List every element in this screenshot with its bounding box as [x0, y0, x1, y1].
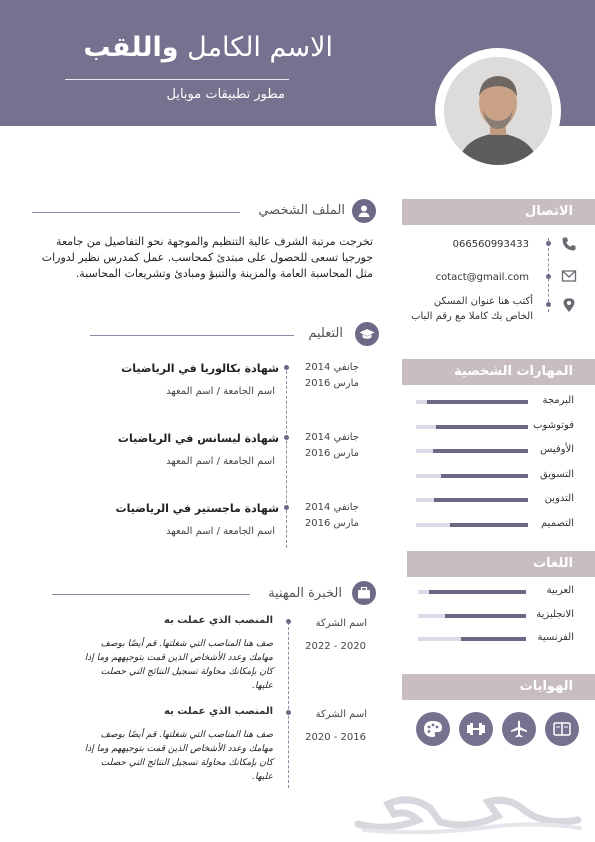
- person-portrait-icon: [444, 57, 552, 165]
- timeline-dot: [284, 365, 289, 370]
- job-title: مطور تطبيقات موبايل: [166, 87, 285, 102]
- experience-description: صف هنا المناصب التي شغلتها. قم أيضًا بوصف مهامك وعدد الأشخاص الذين قمت بتوجيههم وما إذا كان بإمكانك محاولة تسجيل النتائج التي حصلت عليها.: [84, 639, 273, 691]
- reading-icon: [545, 712, 579, 746]
- travel-icon: [502, 712, 536, 746]
- hobbies-heading: الهوايات: [402, 674, 595, 700]
- contact-heading: الاتصال: [402, 199, 595, 225]
- education-end-date: مارس 2016: [304, 448, 359, 459]
- education-institution: اسم الجامعة / اسم المعهد: [166, 386, 275, 397]
- education-start-date: جانفي 2014: [304, 502, 359, 513]
- fitness-icon: [459, 712, 493, 746]
- skill-label: الأوفيس: [540, 444, 574, 455]
- full-name: الاسم الكامل واللقب: [83, 32, 333, 63]
- experience-company: اسم الشركة: [315, 709, 367, 720]
- language-bar-fill: [445, 614, 526, 618]
- experience-section-rule: [52, 594, 250, 595]
- experience-period: 2016 - 2020: [305, 732, 366, 743]
- education-timeline: [286, 366, 287, 548]
- education-start-date: جانفي 2014: [304, 432, 359, 443]
- experience-description: صف هنا المناصب التي شغلتها. قم أيضًا بوصف مهامك وعدد الأشخاص الذين قمت بتوجيههم وما إذا كان بإمكانك محاولة تسجيل النتائج التي حصلت عليها.: [84, 730, 273, 782]
- email-icon: [561, 268, 577, 284]
- name-divider: [65, 79, 289, 80]
- timeline-dot: [286, 619, 291, 624]
- language-label: العربية: [546, 585, 574, 596]
- skill-bar-fill: [450, 523, 528, 527]
- skill-bar-fill: [441, 474, 528, 478]
- profile-section-icon: [352, 199, 376, 223]
- address: [411, 294, 533, 324]
- education-section-title: التعليم: [308, 326, 343, 341]
- profile-summary: تخرجت مرتبة الشرف عالية التنظيم والموجهة نحو التفاصيل من جامعة جورجيا تسعى للحصول على مبتدئ كمحاسب. عمل كمدرس نظير لدورات مثل المحاسبة العامة والمزينة والتنبؤ ومبادئ وتشريعات المحاسبة.: [41, 235, 373, 280]
- education-degree: شهادة ليسانس في الرياضيات: [117, 432, 279, 445]
- language-bar-track: [418, 637, 526, 641]
- skill-bar-track: [416, 498, 528, 502]
- education-end-date: مارس 2016: [304, 518, 359, 529]
- timeline-dot: [284, 435, 289, 440]
- language-bar-fill: [429, 590, 526, 594]
- education-institution: اسم الجامعة / اسم المعهد: [166, 456, 275, 467]
- education-institution: اسم الجامعة / اسم المعهد: [166, 526, 275, 537]
- language-bar-track: [418, 590, 526, 594]
- experience-section-title: الخبرة المهنية: [268, 586, 342, 601]
- watermark-logo: [348, 786, 588, 836]
- skill-label: البرمجة: [542, 395, 574, 406]
- education-degree: شهادة بكالوريا في الرياضيات: [121, 362, 279, 375]
- profile-section-title: الملف الشخصي: [258, 203, 345, 218]
- timeline-dot: [546, 274, 551, 279]
- experience-position: المنصب الذي عملت به: [164, 615, 273, 626]
- skill-bar-track: [416, 523, 528, 527]
- profile-section-rule: [32, 212, 240, 213]
- experience-company: اسم الشركة: [315, 618, 367, 629]
- skill-bar-fill: [434, 498, 528, 502]
- experience-position: المنصب الذي عملت به: [164, 706, 273, 717]
- education-start-date: جانفي 2014: [304, 362, 359, 373]
- skill-bar-track: [416, 449, 528, 453]
- education-degree: شهادة ماجستير في الرياضيات: [115, 502, 279, 515]
- art-palette-icon: [416, 712, 450, 746]
- skill-bar-track: [416, 425, 528, 429]
- experience-period: 2020 - 2022: [305, 641, 366, 652]
- skill-label: التسويق: [539, 468, 574, 480]
- skills-heading: المهارات الشخصية: [402, 359, 595, 385]
- skill-label: فوتوشوب: [533, 419, 574, 431]
- education-section-rule: [90, 335, 294, 336]
- timeline-dot: [546, 302, 551, 307]
- skill-label: التدوين: [544, 493, 574, 504]
- skill-bar-fill: [436, 425, 528, 429]
- location-pin-icon: [561, 297, 577, 313]
- skill-bar-fill: [433, 449, 528, 453]
- timeline-dot: [546, 241, 551, 246]
- languages-heading: اللغات: [407, 551, 595, 577]
- email-address[interactable]: cotact@gmail.com: [435, 272, 529, 283]
- timeline-dot: [284, 505, 289, 510]
- profile-photo: [444, 57, 552, 165]
- briefcase-icon: [352, 581, 376, 605]
- skill-bar-track: [416, 474, 528, 478]
- language-bar-track: [418, 614, 526, 618]
- skill-bar-fill: [427, 400, 528, 404]
- language-label: الانجليزية: [536, 608, 574, 620]
- graduation-cap-icon: [355, 322, 379, 346]
- language-label: الفرنسية: [537, 632, 574, 643]
- phone-number[interactable]: 066560993433: [452, 239, 529, 250]
- language-bar-fill: [461, 637, 526, 641]
- timeline-dot: [286, 710, 291, 715]
- education-end-date: مارس 2016: [304, 378, 359, 389]
- skill-label: التصميم: [541, 517, 574, 529]
- experience-timeline: [288, 622, 289, 788]
- skill-bar-track: [416, 400, 528, 404]
- phone-icon: [561, 236, 577, 252]
- address-line-2: الخاص بك كاملا مع رقم الباب: [411, 311, 533, 322]
- address-line-1: أكتب هنا عنوان المسكن: [433, 296, 533, 307]
